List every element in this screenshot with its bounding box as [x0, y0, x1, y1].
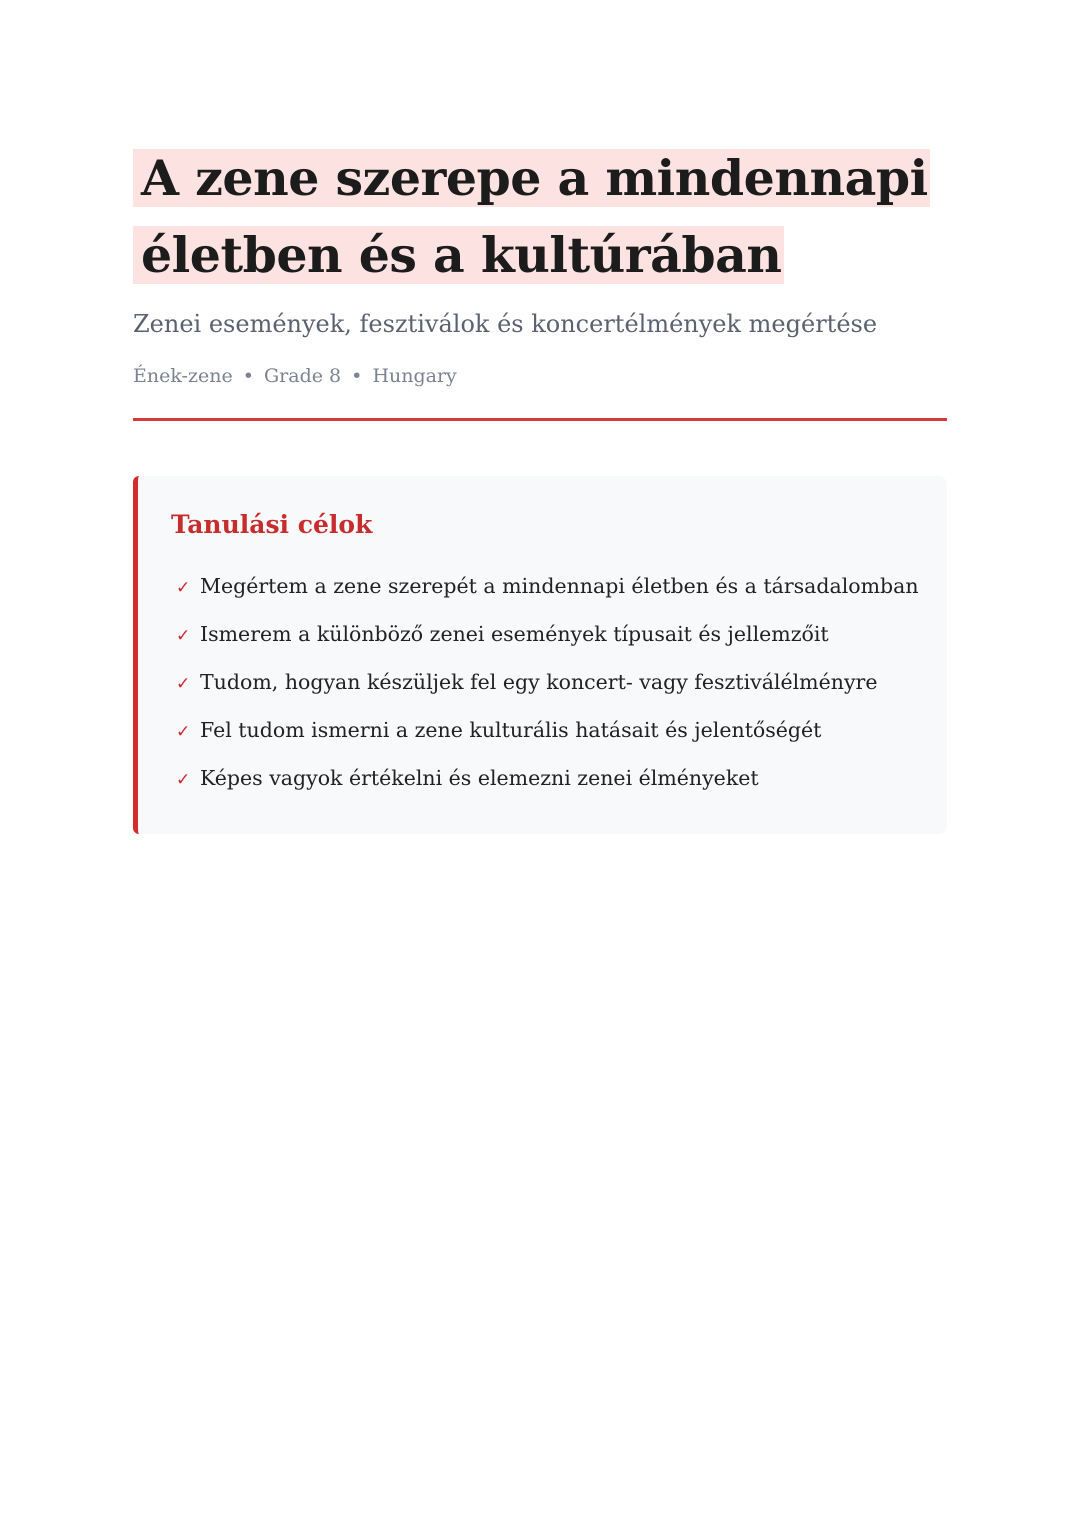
check-icon: ✓: [176, 722, 191, 742]
title-line-1: A zene szerepe a mindennapi: [133, 149, 930, 207]
objective-item: [176, 568, 919, 616]
objective-text: Megértem a zene szerepét a mindennapi életben és a társadalomban: [200, 574, 919, 598]
meta-subject: Ének-zene: [133, 365, 233, 387]
check-icon: ✓: [176, 770, 191, 790]
objective-text: Fel tudom ismerni a zene kulturális hatásait és jelentőségét: [200, 718, 822, 742]
objective-item: [176, 616, 919, 664]
objective-item: [176, 760, 919, 808]
title-line-2: életben és a kultúrában: [133, 226, 784, 284]
objectives-list: [176, 568, 919, 808]
meta-separator: •: [351, 365, 363, 387]
objective-text: Tudom, hogyan készüljek fel egy koncert- vagy fesztiválélményre: [200, 670, 878, 694]
header-divider: [133, 418, 947, 421]
objective-text: Képes vagyok értékelni és elemezni zenei élményeket: [200, 766, 759, 790]
meta-grade: Grade 8: [264, 365, 342, 387]
check-icon: ✓: [176, 674, 191, 694]
objective-item: [176, 712, 919, 760]
page-title: [133, 140, 953, 294]
meta-separator: •: [242, 365, 254, 387]
learning-objectives-card: [133, 476, 947, 834]
meta-country: Hungary: [372, 365, 457, 387]
objective-text: Ismerem a különböző zenei események típusait és jellemzőit: [200, 622, 829, 646]
objectives-heading: Tanulási célok: [171, 510, 373, 539]
objective-item: [176, 664, 919, 712]
check-icon: ✓: [176, 578, 191, 598]
meta-line: [133, 362, 457, 390]
check-icon: ✓: [176, 626, 191, 646]
page-subtitle: Zenei események, fesztiválok és koncertélmények megértése: [133, 310, 878, 338]
